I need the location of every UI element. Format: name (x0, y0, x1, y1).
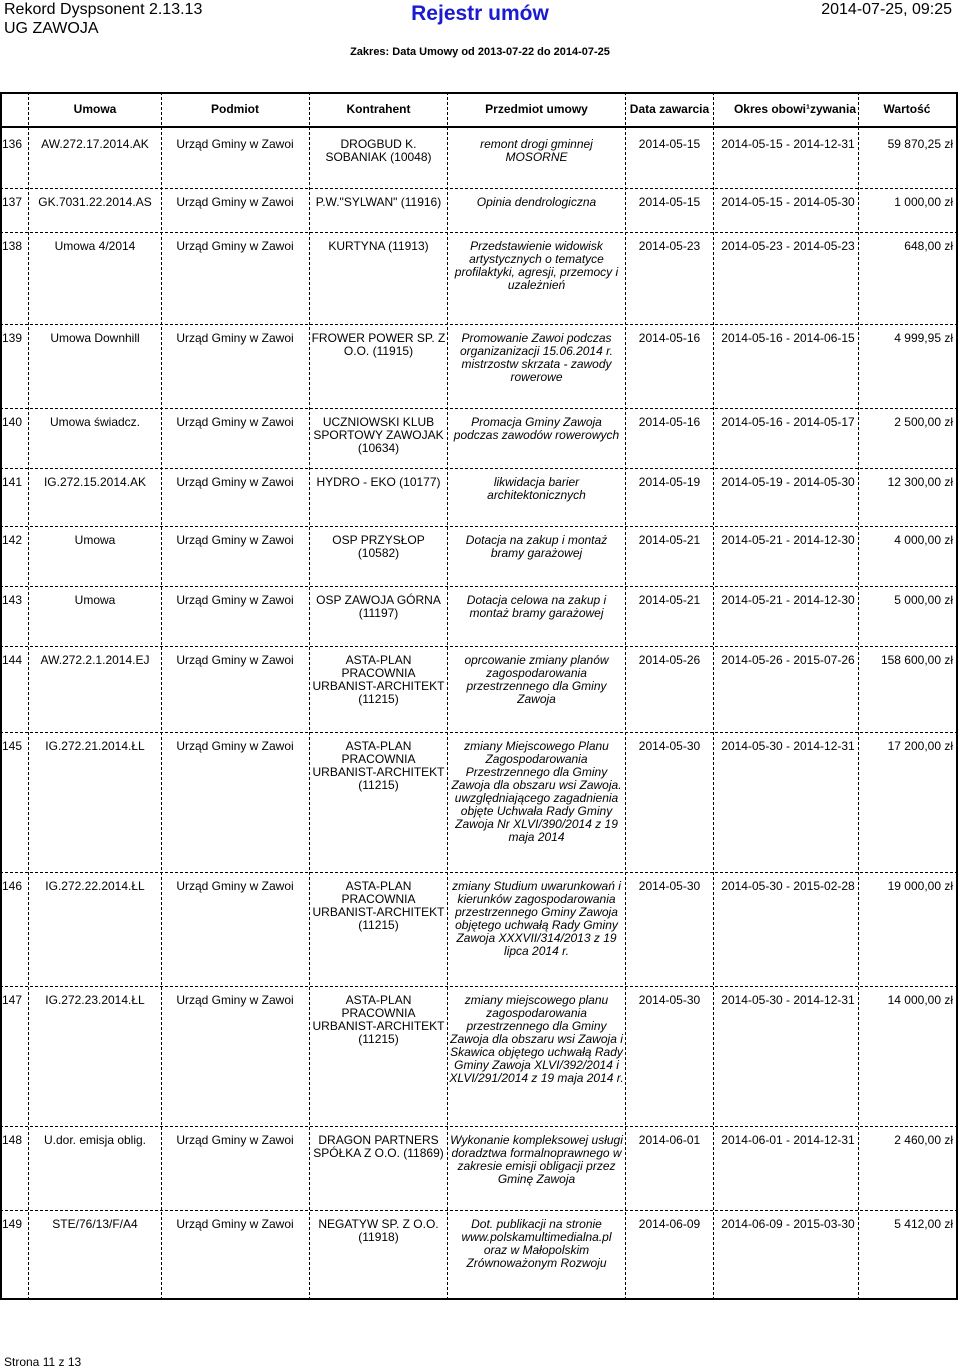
cell-kontrahent: ASTA-PLAN PRACOWNIA URBANIST-ARCHITEKT (11215) (312, 739, 445, 792)
cell-umowa: Umowa 4/2014 (54, 239, 136, 253)
cell-okres: 2014-05-30 - 2014-12-31 (721, 993, 855, 1007)
cell-umowa: STE/76/13/F/A4 (52, 1217, 138, 1231)
column-separator (161, 92, 162, 1300)
row-number: 136 (2, 137, 23, 151)
cell-przedmiot: Wykonanie kompleksowej usługi doradztwa formalnoprawnego w zakresie emisji obligacji przez Gminę Zawoja (450, 1133, 623, 1186)
row-separator (0, 232, 958, 233)
col-header-przedmiot: Przedmiot umowy (485, 102, 588, 116)
cell-kontrahent: ASTA-PLAN PRACOWNIA URBANIST-ARCHITEKT (11215) (312, 879, 445, 932)
cell-kontrahent: DRAGON PARTNERS SPÓŁKA Z O.O. (11869) (313, 1133, 444, 1160)
cell-data: 2014-05-30 (638, 993, 701, 1007)
cell-umowa: Umowa świadcz. (49, 415, 141, 429)
cell-data: 2014-06-01 (638, 1133, 701, 1147)
col-header-umowa: Umowa (73, 102, 117, 116)
cell-przedmiot: remont drogi gminnej MOSORNE (480, 137, 593, 164)
cell-kontrahent: KURTYNA (11913) (328, 239, 429, 253)
row-number: 143 (2, 593, 23, 607)
cell-umowa: IG.272.21.2014.ŁL (45, 739, 145, 753)
cell-okres: 2014-05-15 - 2014-05-30 (721, 195, 855, 209)
cell-podmiot: Urząd Gminy w Zawoi (176, 1217, 294, 1231)
cell-data: 2014-05-30 (638, 739, 701, 753)
cell-wartosc: 59 870,25 zł (887, 137, 953, 151)
cell-okres: 2014-05-23 - 2014-05-23 (721, 239, 855, 253)
cell-data: 2014-06-09 (638, 1217, 701, 1231)
row-separator (0, 732, 958, 733)
cell-wartosc: 2 500,00 zł (894, 415, 953, 429)
row-separator (0, 646, 958, 647)
cell-okres: 2014-05-30 - 2014-12-31 (721, 739, 855, 753)
report-datetime: 2014-07-25, 09:25 (821, 1, 952, 18)
row-separator (0, 1126, 958, 1127)
column-separator (625, 92, 626, 1300)
cell-przedmiot: Dotacja na zakup i montaż bramy garażowej (465, 533, 608, 560)
cell-przedmiot: zmiany Miejscowego Planu Zagospodarowania Przestrzennego dla Gminy Zawoja dla obszaru wsi Zawoja. uwzględniającego zagadnienia objęte Uchwała Rady Gminy Zawoja Nr XLVI/390/2014 z 19 maja 2014 (451, 739, 622, 844)
cell-wartosc: 14 000,00 zł (887, 993, 953, 1007)
cell-podmiot: Urząd Gminy w Zawoi (176, 415, 294, 429)
row-number: 139 (2, 331, 23, 345)
cell-umowa: Umowa (74, 593, 116, 607)
row-number: 138 (2, 239, 23, 253)
row-number: 149 (2, 1217, 23, 1231)
cell-data: 2014-05-15 (638, 137, 701, 151)
cell-przedmiot: zmiany Studium uwarunkowań i kierunków zagospodarowania przestrzennego Gminy Zawoja objętego uchwałą Rady Gminy Zawoja XXXVII/314/2013 z 19 lipca 2014 r. (452, 879, 621, 958)
col-header-okres: Okres obowi¹zywania (733, 102, 857, 116)
cell-data: 2014-05-19 (638, 475, 701, 489)
cell-podmiot: Urząd Gminy w Zawoi (176, 739, 294, 753)
cell-podmiot: Urząd Gminy w Zawoi (176, 137, 294, 151)
cell-podmiot: Urząd Gminy w Zawoi (176, 475, 294, 489)
cell-wartosc: 648,00 zł (904, 239, 953, 253)
cell-okres: 2014-05-15 - 2014-12-31 (721, 137, 855, 151)
cell-kontrahent: UCZNIOWSKI KLUB SPORTOWY ZAWOJAK (10634) (313, 415, 444, 455)
cell-okres: 2014-06-01 - 2014-12-31 (721, 1133, 855, 1147)
cell-podmiot: Urząd Gminy w Zawoi (176, 331, 294, 345)
cell-przedmiot: Przedstawienie widowisk artystycznych o tematyce profilaktyki, agresji, przemocy i uzależnień (454, 239, 619, 292)
cell-przedmiot: likwidacja barier architektonicznych (487, 475, 586, 502)
cell-data: 2014-05-26 (638, 653, 701, 667)
cell-wartosc: 5 412,00 zł (894, 1217, 953, 1231)
column-separator (858, 92, 859, 1300)
page-number: Strona 11 z 13 (4, 1355, 82, 1369)
row-separator (0, 872, 958, 873)
row-number: 144 (2, 653, 23, 667)
cell-przedmiot: Dot. publikacji na stronie www.polskamultimedialna.pl oraz w Małopolskim Zrównoważonym Rozwoju (461, 1217, 612, 1270)
row-separator (0, 526, 958, 527)
cell-data: 2014-05-15 (638, 195, 701, 209)
cell-kontrahent: HYDRO - EKO (10177) (316, 475, 441, 489)
row-separator (0, 986, 958, 987)
cell-wartosc: 4 000,00 zł (894, 533, 953, 547)
cell-okres: 2014-05-16 - 2014-05-17 (721, 415, 855, 429)
cell-wartosc: 1 000,00 zł (894, 195, 953, 209)
cell-umowa: U.dor. emisja oblig. (43, 1133, 147, 1147)
column-separator (309, 92, 310, 1300)
cell-podmiot: Urząd Gminy w Zawoi (176, 593, 294, 607)
cell-kontrahent: OSP PRZYSŁOP (10582) (332, 533, 425, 560)
cell-przedmiot: zmiany miejscowego planu zagospodarowania przestrzennego dla Gminy Zawoja dla obszaru wsi Zawoja i Skawica objętego uchwałą Rady Gminy Zawoja XLVI/392/2014 i XLVI/291/2014 z 19 maja 2014 r. (449, 993, 624, 1085)
row-separator (0, 408, 958, 409)
cell-umowa: IG.272.15.2014.AK (43, 475, 147, 489)
column-separator (447, 92, 448, 1300)
cell-przedmiot: oprcowanie zmiany planów zagospodarowania przestrzennego dla Gminy Zawoja (464, 653, 609, 706)
date-range: Zakres: Data Umowy od 2013-07-22 do 2014-07-25 (350, 46, 610, 58)
cell-podmiot: Urząd Gminy w Zawoi (176, 533, 294, 547)
cell-kontrahent: ASTA-PLAN PRACOWNIA URBANIST-ARCHITEKT (11215) (312, 653, 445, 706)
cell-umowa: IG.272.23.2014.ŁL (45, 993, 145, 1007)
cell-okres: 2014-05-21 - 2014-12-30 (721, 533, 855, 547)
cell-podmiot: Urząd Gminy w Zawoi (176, 239, 294, 253)
cell-data: 2014-05-30 (638, 879, 701, 893)
row-number: 145 (2, 739, 23, 753)
cell-data: 2014-05-16 (638, 415, 701, 429)
cell-umowa: Umowa (74, 533, 116, 547)
cell-okres: 2014-05-30 - 2015-02-28 (721, 879, 855, 893)
table-bottom-line (0, 1298, 958, 1300)
row-number: 137 (2, 195, 23, 209)
row-separator (0, 1210, 958, 1211)
col-header-data: Data zawarcia (629, 102, 710, 116)
cell-umowa: Umowa Downhill (50, 331, 140, 345)
cell-umowa: GK.7031.22.2014.AS (38, 195, 152, 209)
cell-data: 2014-05-16 (638, 331, 701, 345)
cell-wartosc: 5 000,00 zł (894, 593, 953, 607)
cell-podmiot: Urząd Gminy w Zawoi (176, 993, 294, 1007)
cell-wartosc: 158 600,00 zł (880, 653, 953, 667)
row-number: 148 (2, 1133, 23, 1147)
row-number: 142 (2, 533, 23, 547)
col-header-wartosc: Wartość (883, 102, 931, 116)
cell-kontrahent: P.W."SYLWAN" (11916) (315, 195, 442, 209)
cell-umowa: IG.272.22.2014.ŁL (45, 879, 145, 893)
table-header (0, 92, 958, 126)
cell-okres: 2014-06-09 - 2015-03-30 (721, 1217, 855, 1231)
column-separator (713, 92, 714, 1300)
col-header-kontrahent: Kontrahent (346, 102, 411, 116)
cell-przedmiot: Opinia dendrologiczna (476, 195, 597, 209)
organization: UG ZAWOJA (4, 20, 99, 37)
cell-wartosc: 19 000,00 zł (887, 879, 953, 893)
cell-data: 2014-05-23 (638, 239, 701, 253)
cell-data: 2014-05-21 (638, 533, 701, 547)
row-number: 147 (2, 993, 23, 1007)
column-separator (28, 92, 29, 1300)
cell-kontrahent: DROGBUD K. SOBANIAK (10048) (325, 137, 432, 164)
cell-okres: 2014-05-21 - 2014-12-30 (721, 593, 855, 607)
cell-wartosc: 4 999,95 zł (894, 331, 953, 345)
cell-umowa: AW.272.17.2014.AK (41, 137, 149, 151)
row-separator (0, 324, 958, 325)
row-number: 140 (2, 415, 23, 429)
cell-wartosc: 2 460,00 zł (894, 1133, 953, 1147)
cell-kontrahent: FROWER POWER SP. Z O.O. (11915) (311, 331, 446, 358)
cell-wartosc: 17 200,00 zł (887, 739, 953, 753)
cell-podmiot: Urząd Gminy w Zawoi (176, 195, 294, 209)
app-name: Rekord Dyspsonent 2.13.13 (4, 1, 203, 18)
cell-kontrahent: OSP ZAWOJA GÓRNA (11197) (316, 593, 441, 620)
cell-podmiot: Urząd Gminy w Zawoi (176, 1133, 294, 1147)
row-separator (0, 468, 958, 469)
col-header-podmiot: Podmiot (211, 102, 259, 116)
cell-podmiot: Urząd Gminy w Zawoi (176, 653, 294, 667)
page-title: Rejestr umów (411, 2, 549, 25)
cell-okres: 2014-05-19 - 2014-05-30 (721, 475, 855, 489)
header-divider (0, 126, 958, 128)
cell-okres: 2014-05-16 - 2014-06-15 (721, 331, 855, 345)
cell-umowa: AW.272.2.1.2014.EJ (40, 653, 150, 667)
cell-data: 2014-05-21 (638, 593, 701, 607)
row-number: 141 (2, 475, 23, 489)
row-separator (0, 586, 958, 587)
cell-podmiot: Urząd Gminy w Zawoi (176, 879, 294, 893)
cell-wartosc: 12 300,00 zł (887, 475, 953, 489)
cell-kontrahent: NEGATYW SP. Z O.O. (11918) (318, 1217, 439, 1244)
row-number: 146 (2, 879, 23, 893)
cell-kontrahent: ASTA-PLAN PRACOWNIA URBANIST-ARCHITEKT (11215) (312, 993, 445, 1046)
cell-przedmiot: Promowanie Zawoi podczas organizanizacji 15.06.2014 r. mistrzostw skrzata - zawody rowerowe (460, 331, 613, 384)
cell-okres: 2014-05-26 - 2015-07-26 (721, 653, 855, 667)
cell-przedmiot: Dotacja celowa na zakup i montaż bramy garażowej (466, 593, 607, 620)
cell-przedmiot: Promacja Gminy Zawoja podczas zawodów rowerowych (453, 415, 620, 442)
row-separator (0, 188, 958, 189)
